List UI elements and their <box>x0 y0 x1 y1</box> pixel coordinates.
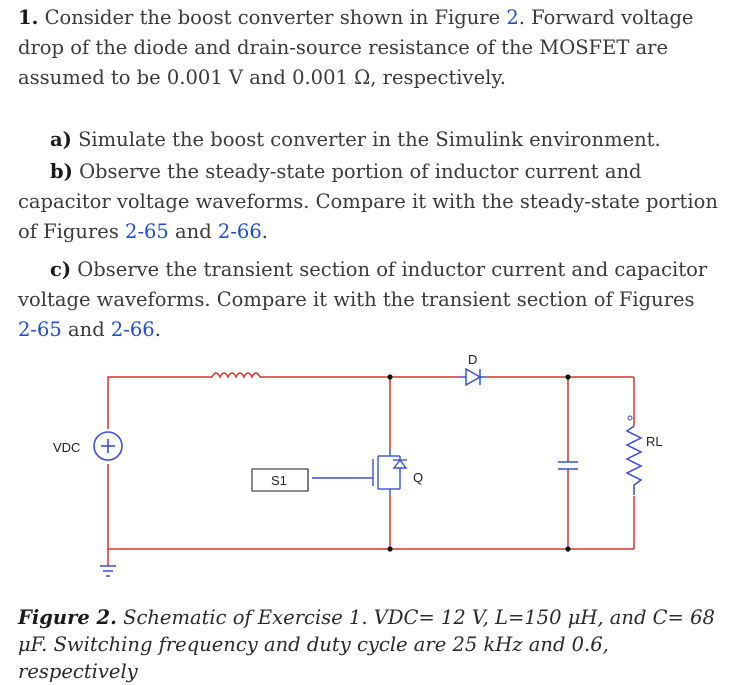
gate-block-label: S1 <box>271 473 287 488</box>
part-c-text: Observe the transient section of inductor current and capacitor voltage waveforms. Compare it with the transient section of Figures <box>18 258 708 311</box>
part-b-label: b) <box>50 160 73 183</box>
wire-source-to-inductor <box>108 377 212 429</box>
diode[interactable] <box>460 369 486 385</box>
wire-bottom-rail <box>108 464 634 549</box>
figure-2-66-link[interactable]: 2-66 <box>110 318 155 341</box>
mosfet-switch[interactable] <box>366 449 407 496</box>
figure-link[interactable]: 2 <box>506 6 519 29</box>
figure-2-66-link[interactable]: 2-66 <box>217 220 262 243</box>
part-b-end: . <box>261 220 268 243</box>
part-c-and: and <box>61 318 111 341</box>
problem-intro-text: Consider the boost converter shown in Figure <box>44 6 507 29</box>
problem-number: 1. <box>18 6 39 29</box>
part-a-text: Simulate the boost converter in the Simulink environment. <box>71 128 661 151</box>
problem-intro-rest: . Forward voltage drop of the diode and drain-source resistance of the MOSFET are assumed to be 0.001 V and 0.001 Ω, respectively. <box>18 6 694 89</box>
boost-converter-schematic <box>40 344 680 594</box>
load-resistor[interactable] <box>627 426 641 495</box>
dc-source[interactable] <box>94 432 122 460</box>
figure-caption <box>18 604 723 685</box>
caption-label: Figure 2. <box>18 606 117 629</box>
part-b-text: Observe the steady-state portion of inductor current and capacitor voltage waveforms. Compare it with the steady-state portion of Figures <box>18 160 718 243</box>
diode-label: D <box>468 352 478 367</box>
figure-2-65-link[interactable]: 2-65 <box>18 318 62 341</box>
capacitor[interactable] <box>558 462 578 469</box>
part-a-label: a) <box>50 128 72 151</box>
part-a <box>18 125 718 155</box>
figure-2-65-link[interactable]: 2-65 <box>125 220 169 243</box>
junction-dots <box>387 374 570 551</box>
load-label: RL <box>646 434 663 449</box>
switch-label: Q <box>413 470 424 485</box>
source-label: VDC <box>53 440 81 455</box>
caption-text: Schematic of Exercise 1. VDC= 12 V, L=150 μH, and C= 68 μF. Switching frequency and duty cycle are 25 kHz and 0.6, respectively <box>18 606 715 683</box>
part-c-label: c) <box>50 258 72 281</box>
problem-statement <box>18 3 718 93</box>
ground-icon <box>100 566 116 576</box>
part-b-and: and <box>168 220 218 243</box>
part-c-end: . <box>154 318 161 341</box>
part-c <box>18 255 718 345</box>
part-b <box>18 157 718 247</box>
inductor-symbol <box>212 373 260 377</box>
